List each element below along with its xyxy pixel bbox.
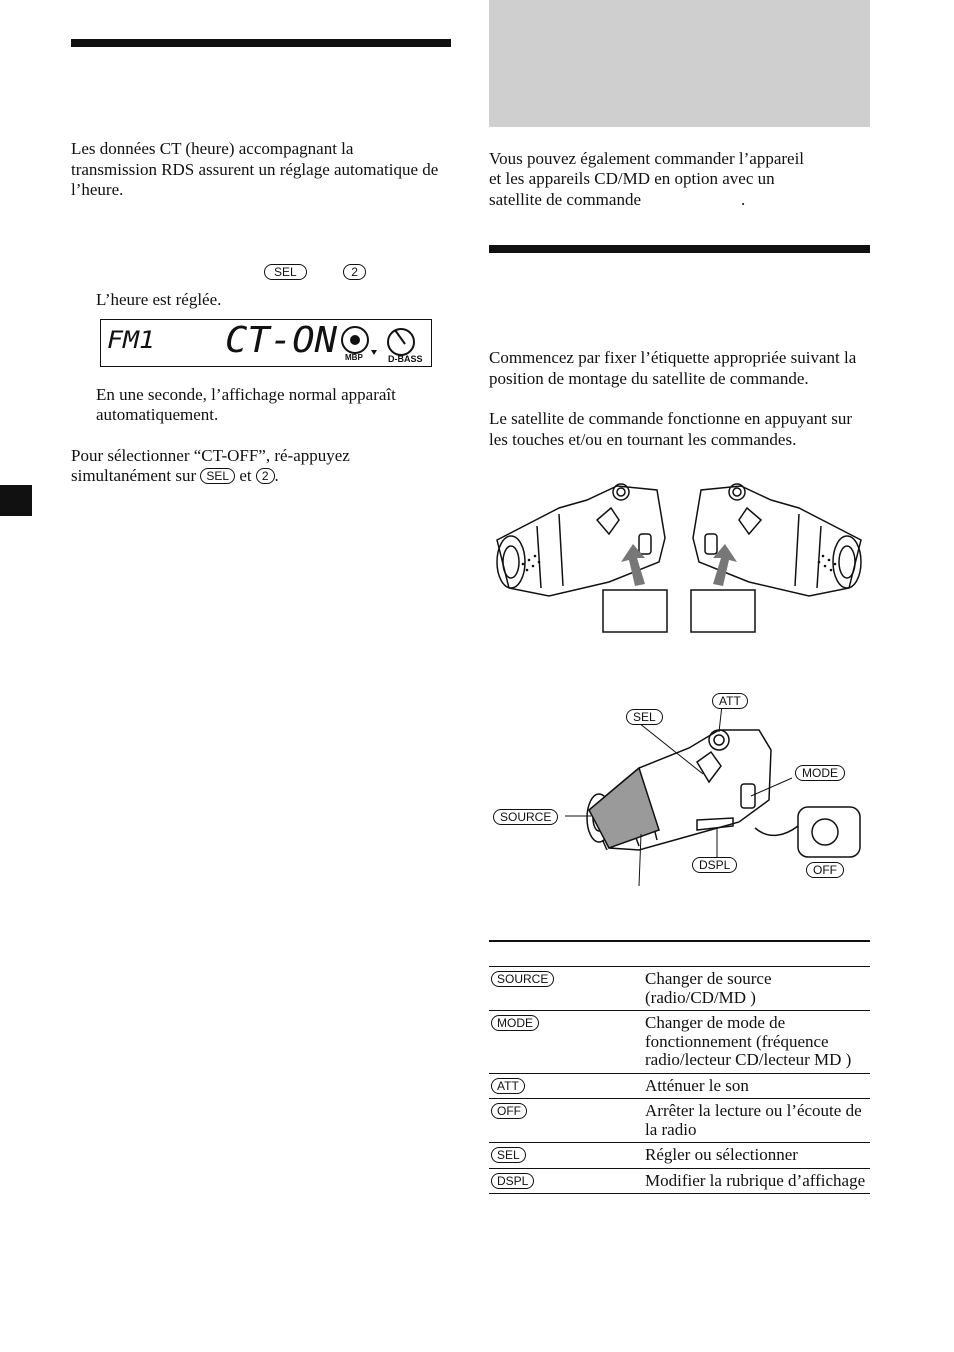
dbass-label: D-BASS bbox=[388, 354, 423, 364]
dspl-key: DSPL bbox=[491, 1173, 534, 1189]
off-key: OFF bbox=[491, 1103, 527, 1119]
table-row bbox=[489, 1143, 870, 1169]
callout-mode: MODE bbox=[795, 765, 845, 781]
lcd-display bbox=[100, 319, 432, 367]
ctoff-sel-key: SEL bbox=[200, 468, 235, 484]
table-cell-desc: Changer de source (radio/CD/MD ) bbox=[645, 967, 870, 1011]
att-key: ATT bbox=[491, 1078, 525, 1094]
rotary-intro-3-text: satellite de commande bbox=[489, 190, 641, 209]
step-keys bbox=[264, 262, 366, 283]
lcd-graphic bbox=[101, 320, 431, 366]
auto-note-2: automatiquement. bbox=[96, 405, 219, 424]
table-cell-desc: Régler ou sélectionner bbox=[645, 1143, 870, 1169]
rotary-commander-illustration bbox=[489, 690, 870, 890]
callout-source: SOURCE bbox=[493, 809, 558, 825]
sel-key-row: SEL bbox=[491, 1147, 526, 1163]
ctoff-line1: Pour sélectionner “CT-OFF”, ré-appuyez bbox=[71, 446, 350, 465]
ctoff-two-key: 2 bbox=[256, 468, 275, 484]
source-key: SOURCE bbox=[491, 971, 554, 987]
two-key: 2 bbox=[343, 264, 366, 280]
table-row bbox=[489, 1073, 870, 1099]
section-rule-left bbox=[71, 39, 451, 47]
table-row bbox=[489, 1168, 870, 1194]
step-result: L’heure est réglée. bbox=[96, 290, 222, 309]
section-tab bbox=[0, 485, 32, 516]
ctoff-line2 bbox=[71, 466, 279, 487]
callout-att: ATT bbox=[712, 693, 748, 709]
callout-sel: SEL bbox=[626, 709, 663, 725]
table-row bbox=[489, 967, 870, 1011]
sel-key: SEL bbox=[264, 264, 307, 280]
table-cell-desc: Changer de mode de fonctionnement (fréquence radio/lecteur CD/lecteur MD ) bbox=[645, 1011, 870, 1074]
section-rule-right bbox=[489, 245, 870, 253]
table-row bbox=[489, 1011, 870, 1074]
label-mounting-illustration bbox=[489, 478, 870, 638]
rotary-intro-1: Vous pouvez également commander l’appareil bbox=[489, 149, 805, 168]
label-instructions: Commencez par fixer l’étiquette appropriée suivant la position de montage du satellite de commande. bbox=[489, 348, 857, 388]
controls-table bbox=[489, 967, 870, 1194]
ctoff-period: . bbox=[274, 466, 279, 485]
rotary-intro-2: et les appareils CD/MD en option avec un bbox=[489, 169, 775, 188]
controls-table-top-rule bbox=[489, 940, 870, 942]
operation-instructions: Le satellite de commande fonctionne en appuyant sur les touches et/ou en tournant les commandes. bbox=[489, 409, 853, 449]
section-header-box bbox=[489, 0, 870, 127]
ctoff-and: et bbox=[239, 466, 252, 485]
mode-key: MODE bbox=[491, 1015, 539, 1031]
table-row bbox=[489, 1099, 870, 1143]
lcd-ct-on: CT-ON bbox=[225, 320, 338, 361]
callout-dspl: DSPL bbox=[692, 857, 737, 873]
rotary-intro-3 bbox=[489, 190, 745, 211]
ct-intro: Les données CT (heure) accompagnant la transmission RDS assurent un réglage automatique de l’heure. bbox=[71, 139, 439, 199]
ctoff-text: simultanément sur bbox=[71, 466, 197, 485]
table-cell-desc: Modifier la rubrique d’affichage bbox=[645, 1168, 870, 1194]
table-cell-desc: Atténuer le son bbox=[645, 1073, 870, 1099]
lcd-band: FM1 bbox=[107, 326, 155, 354]
callout-off: OFF bbox=[806, 862, 844, 878]
rotary-intro-3-end: . bbox=[741, 190, 746, 209]
table-cell-desc: Arrêter la lecture ou l’écoute de la radio bbox=[645, 1099, 870, 1143]
mbp-label: MBP bbox=[345, 353, 363, 362]
auto-note-1: En une seconde, l’affichage normal apparaît bbox=[96, 385, 396, 404]
